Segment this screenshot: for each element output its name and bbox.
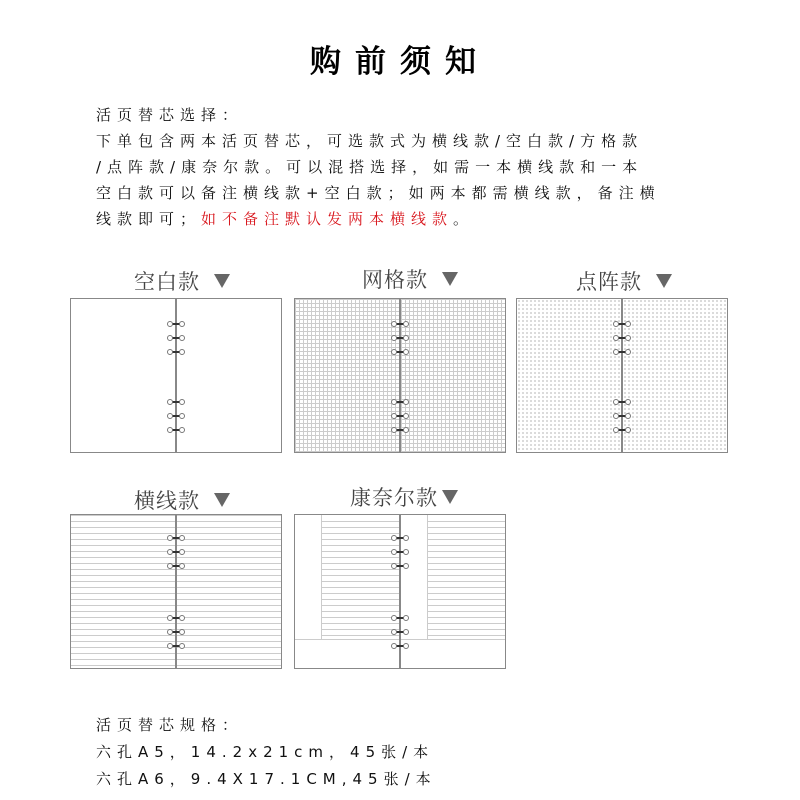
style-name: 空白款: [134, 270, 200, 294]
default-warning: 如不备注默认发两本横线款: [201, 210, 454, 228]
triangle-down-icon: [442, 490, 458, 504]
left-page: [294, 298, 400, 453]
left-page: [70, 298, 176, 453]
selection-heading: 活页替芯选择：: [96, 106, 244, 124]
binder-ring-icon: [168, 644, 184, 648]
binder-ring-icon: [614, 400, 630, 404]
binder-ring-icon: [392, 630, 408, 634]
binder-ring-icon: [392, 536, 408, 540]
notice-text: 。: [453, 210, 475, 228]
right-page: [176, 298, 282, 453]
left-page: [70, 514, 176, 669]
binder-ring-icon: [392, 550, 408, 554]
style-name: 康奈尔款: [350, 486, 438, 510]
spec-a5: 六孔A5，14.2x21cm，45张/本: [96, 743, 435, 761]
notice-line: 下单包含两本活页替芯，可选款式为横线款/空白款/方格款: [96, 132, 644, 150]
binder-ring-icon: [392, 644, 408, 648]
style-name: 横线款: [134, 489, 200, 513]
binder-ring-icon: [392, 350, 408, 354]
binder-ring-icon: [392, 336, 408, 340]
binder-ring-icon: [614, 322, 630, 326]
notebook-grid: [294, 298, 506, 453]
style-label-grid: [362, 264, 458, 294]
binder-ring-icon: [614, 336, 630, 340]
binder-ring-icon: [392, 428, 408, 432]
triangle-down-icon: [656, 274, 672, 288]
binder-ring-icon: [168, 630, 184, 634]
binder-ring-icon: [168, 428, 184, 432]
note-area: [322, 521, 399, 640]
spec-a6: 六孔A6，9.4X17.1CM,45张/本: [96, 770, 437, 788]
right-page: [176, 514, 282, 669]
summary-area: [401, 639, 505, 640]
triangle-down-icon: [214, 274, 230, 288]
triangle-down-icon: [442, 272, 458, 286]
notebook-lined: [70, 514, 282, 669]
notebook-blank: [70, 298, 282, 453]
notebook-dots: [516, 298, 728, 453]
triangle-down-icon: [214, 493, 230, 507]
note-area: [428, 521, 505, 640]
style-label-dots: [576, 266, 672, 296]
notebook-cornell: [294, 514, 506, 669]
spec-heading: 活页替芯规格：: [96, 716, 244, 734]
binder-ring-icon: [392, 616, 408, 620]
binder-ring-icon: [614, 428, 630, 432]
notice-line: /点阵款/康奈尔款。可以混搭选择，如需一本横线款和一本: [96, 158, 644, 176]
binder-ring-icon: [614, 414, 630, 418]
right-page: [400, 298, 506, 453]
binder-ring-icon: [392, 414, 408, 418]
refill-specifications: [96, 712, 696, 793]
notice-line: [96, 206, 696, 232]
binder-ring-icon: [168, 550, 184, 554]
summary-area: [295, 639, 399, 640]
cue-column: [295, 515, 322, 640]
notice-line: 空白款可以备注横线款+空白款；如两本都需横线款，备注横: [96, 184, 661, 202]
binder-ring-icon: [168, 400, 184, 404]
style-label-cornell: [350, 482, 458, 512]
binder-ring-icon: [614, 350, 630, 354]
style-label-lined: [134, 485, 230, 515]
right-page: [622, 298, 728, 453]
binder-ring-icon: [392, 322, 408, 326]
notice-text: 线款即可；: [96, 210, 202, 228]
binder-ring-icon: [168, 414, 184, 418]
style-name: 网格款: [362, 268, 428, 292]
page-title: 购前须知: [310, 44, 490, 80]
right-page: [400, 514, 506, 669]
binder-ring-icon: [168, 336, 184, 340]
left-page: [294, 514, 400, 669]
cue-column: [401, 515, 428, 640]
binder-ring-icon: [168, 536, 184, 540]
style-name: 点阵款: [576, 270, 642, 294]
binder-ring-icon: [392, 400, 408, 404]
binder-ring-icon: [168, 564, 184, 568]
binder-ring-icon: [392, 564, 408, 568]
binder-ring-icon: [168, 616, 184, 620]
binder-ring-icon: [168, 322, 184, 326]
binder-ring-icon: [168, 350, 184, 354]
refill-selection-notice: [96, 102, 696, 232]
left-page: [516, 298, 622, 453]
style-label-blank: [134, 266, 230, 296]
